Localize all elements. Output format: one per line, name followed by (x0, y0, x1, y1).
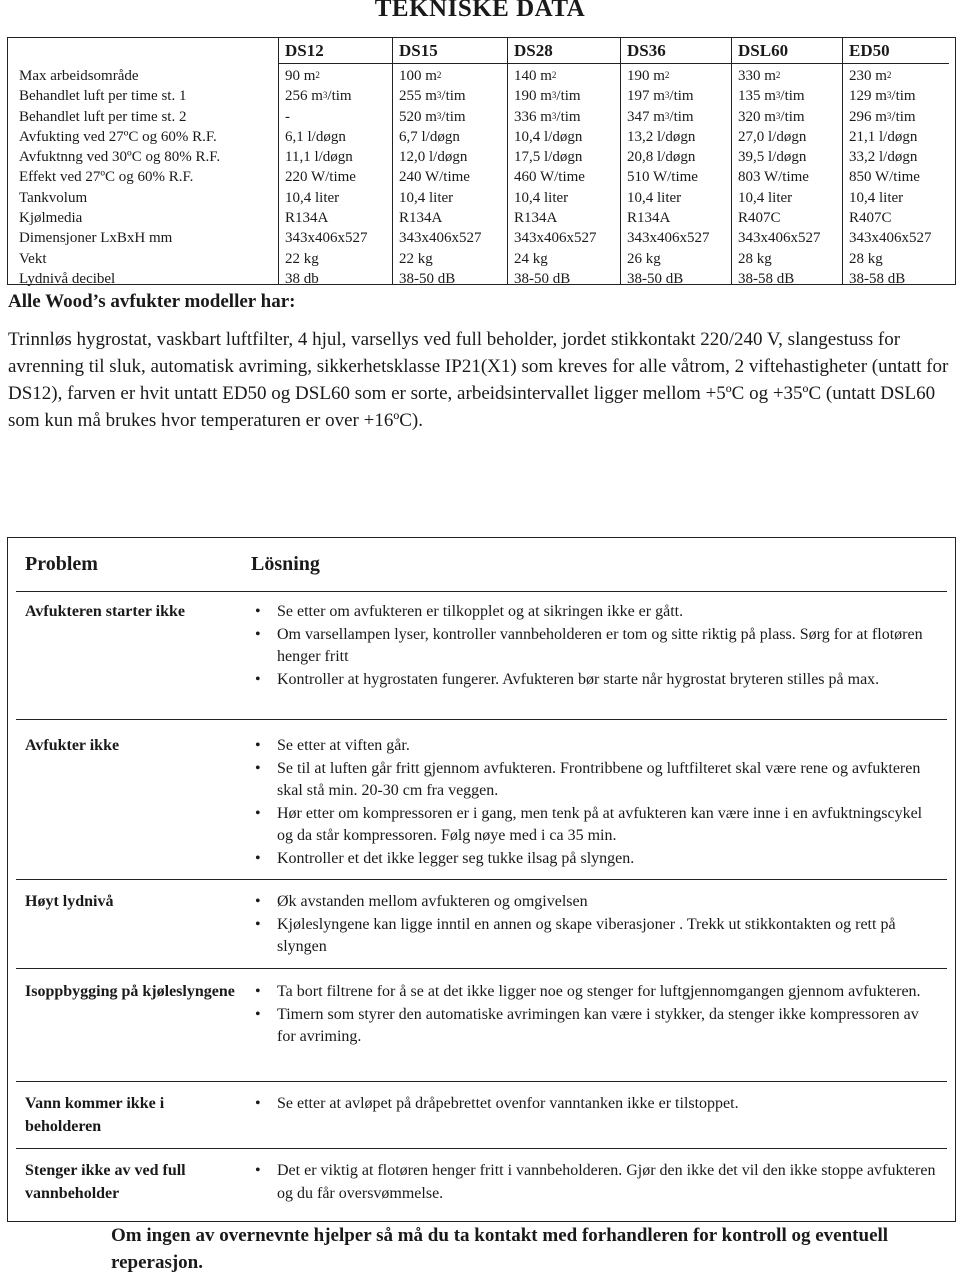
solution-item (251, 624, 941, 669)
row-label: Behandlet luft per time st. 1 (19, 88, 187, 105)
row-label: Dimensjoner LxBxH mm (19, 230, 173, 247)
solution-text: Øk avstanden mellom avfukteren og omgivelsen (277, 893, 588, 910)
spec-cell: 6,7 l/døgn (399, 128, 460, 145)
spec-cell: 343x406x527 (627, 230, 710, 247)
problem-label: Høyt lydnivå (25, 893, 114, 910)
row-label: Max arbeidsområde (19, 68, 139, 84)
spec-cell: 10,4 liter (285, 189, 340, 206)
spec-cell: 129 $m^3$/tim (849, 88, 916, 105)
model-header: DSL60 (738, 41, 789, 60)
spec-cell: 510 W/time (627, 169, 698, 186)
solution-item (251, 803, 941, 848)
bullet-icon: • (255, 625, 261, 643)
spec-cell: - (285, 108, 290, 125)
model-header: DS12 (285, 41, 324, 60)
spec-cell: 190 $m^2$ (627, 68, 670, 84)
spec-cell: 330 $m^2$ (738, 68, 781, 84)
solution-text: Kontroller at hygrostaten fungerer. Avfukteren bør starte når hygrostat bryteren stilles på max. (277, 670, 880, 688)
row-separator (16, 1081, 947, 1082)
spec-cell: R407C (738, 210, 781, 227)
spec-cell: 256 $m^3$/tim (285, 88, 352, 105)
problem-label: Isoppbygging på kjøleslyngene (25, 983, 235, 1000)
spec-cell: 21,1 l/døgn (849, 128, 918, 145)
spec-cell: 38-50 dB (627, 270, 684, 287)
column-divider (620, 38, 621, 284)
model-column (627, 66, 710, 289)
model-header: DS28 (514, 41, 553, 60)
spec-cell: 39,5 l/døgn (738, 149, 807, 166)
spec-cell: 38 db (285, 270, 319, 287)
spec-cell: 26 kg (627, 250, 661, 267)
spec-cell: 28 kg (849, 250, 883, 267)
solution-text: Om varsellampen lyser, kontroller vannbeholderen er tom og sitte riktig på plass. Sørg for at flotøren henger fritt (277, 625, 923, 665)
row-label: Avfuktnng ved 30ºC og 80% R.F. (19, 149, 221, 166)
header-rule (278, 63, 949, 64)
spec-cell: 27,0 l/døgn (738, 128, 807, 145)
spec-cell: 10,4 liter (738, 189, 793, 206)
row-separator (16, 591, 947, 592)
solution-text: Timern som styrer den automatiske avrimingen kan være i stykker, da stenger ikke kompressoren av for avriming. (277, 1005, 919, 1045)
row-separator (16, 968, 947, 969)
spec-cell: 17,5 l/døgn (514, 149, 583, 166)
spec-cell: 10,4 liter (627, 189, 682, 206)
spec-cell: R134A (627, 210, 671, 227)
spec-cell: 850 W/time (849, 169, 920, 186)
spec-cell: 22 kg (285, 250, 319, 267)
spec-cell: 220 W/time (285, 169, 356, 186)
row-label: Lydnivå decibel (19, 270, 116, 287)
bullet-icon: • (255, 804, 261, 822)
solution-text: Det er viktig at flotøren henger fritt i vannbeholderen. Gjør den ikke det vil den ikke stoppe avfukteren og du får oversvømmelse. (277, 1162, 936, 1202)
spec-cell: 230 $m^2$ (849, 68, 892, 84)
spec-cell: R134A (285, 210, 329, 227)
problem-label: Vann kommer ikke i beholderen (25, 1095, 165, 1135)
spec-cell: 343x406x527 (514, 230, 597, 247)
solution-item (251, 891, 941, 914)
row-separator (16, 879, 947, 880)
solution-list (251, 981, 941, 1049)
model-header: ED50 (849, 41, 890, 60)
spec-cell: R407C (849, 210, 892, 227)
solution-list (251, 1160, 941, 1205)
spec-cell: 140 $m^2$ (514, 68, 557, 84)
solution-text: Se etter at viften går. (277, 737, 410, 754)
solution-text: Kjøleslyngene kan ligge inntil en annen og skape viberasjoner . Trekk ut stikkontakten og rett på slyngen (277, 915, 896, 955)
spec-cell: 38-50 dB (399, 270, 456, 287)
spec-cell: 520 $m^3$/tim (399, 108, 466, 125)
row-label: Behandlet luft per time st. 2 (19, 108, 187, 125)
spec-cell: 135 $m^3$/tim (738, 88, 805, 105)
solution-list (251, 1093, 941, 1116)
solution-list (251, 891, 941, 959)
bullet-icon: • (255, 983, 261, 1000)
bullet-icon: • (255, 915, 261, 933)
spec-cell: 38-50 dB (514, 270, 571, 287)
model-column (285, 66, 368, 289)
solution-item (251, 1160, 941, 1205)
row-label: Tankvolum (19, 189, 88, 206)
features-heading: Alle Wood’s avfukter modeller har: (8, 291, 296, 312)
spec-cell: 336 $m^3$/tim (514, 108, 581, 125)
spec-cell: 803 W/time (738, 169, 809, 186)
spec-cell: 240 W/time (399, 169, 470, 186)
column-divider (842, 38, 843, 284)
solution-item (251, 1093, 941, 1116)
spec-cell: 343x406x527 (738, 230, 821, 247)
spec-cell: 90 $m^2$ (285, 68, 320, 84)
solution-text: Kontroller et det ikke legger seg tukke ilsag på slyngen. (277, 849, 635, 867)
solution-header: Lösning (251, 553, 320, 575)
spec-cell: 347 $m^3$/tim (627, 108, 694, 125)
solution-item (251, 735, 941, 758)
solution-list (251, 735, 941, 870)
column-divider (731, 38, 732, 284)
solution-list (251, 601, 941, 691)
solution-item (251, 981, 941, 1004)
tech-data-table (7, 37, 956, 285)
row-separator (16, 1148, 947, 1149)
solution-item (251, 914, 941, 959)
column-divider (278, 38, 279, 284)
bullet-icon: • (255, 603, 261, 620)
solution-text: Hør etter om kompressoren er i gang, men tenk på at avfukteren kan være inne i en avfuktningscykel og da står kompressoren. Følg nøye med i ca 35 min. (277, 804, 923, 844)
solution-item (251, 669, 941, 692)
footer-note: Om ingen av overnevnte hjelper så må du ta kontakt med forhandleren for kontroll og eventuell reperasjon. (111, 1225, 889, 1273)
spec-cell: 255 $m^3$/tim (399, 88, 466, 105)
bullet-icon: • (255, 1162, 261, 1179)
spec-cell: 320 $m^3$/tim (738, 108, 805, 125)
bullet-icon: • (255, 1005, 261, 1023)
row-label: Effekt ved 27ºC og 60% R.F. (19, 169, 194, 186)
bullet-icon: • (255, 893, 261, 910)
spec-cell: 11,1 l/døgn (285, 149, 353, 166)
model-column (399, 66, 482, 289)
problem-label: Avfukteren starter ikke (25, 603, 185, 620)
spec-cell: 460 W/time (514, 169, 585, 186)
spec-cell: 10,4 liter (849, 189, 904, 206)
spec-cell: 38-58 dB (849, 270, 906, 287)
row-labels (19, 66, 220, 289)
solution-text: Ta bort filtrene for å se at det ikke ligger noe og stenger for luftgjennomgangen gjennom avfukteren. (277, 983, 921, 1000)
spec-cell: 197 $m^3$/tim (627, 88, 694, 105)
spec-cell: 12,0 l/døgn (399, 149, 468, 166)
spec-cell: 24 kg (514, 250, 548, 267)
solution-item (251, 601, 941, 624)
solution-item (251, 1004, 941, 1049)
spec-cell: 28 kg (738, 250, 772, 267)
solution-text: Se etter at avløpet på dråpebrettet ovenfor vanntanken ikke er tilstoppet. (277, 1095, 739, 1112)
solution-item (251, 848, 941, 871)
row-label: Kjølmedia (19, 210, 83, 227)
bullet-icon: • (255, 737, 261, 754)
spec-cell: 33,2 l/døgn (849, 149, 918, 166)
spec-cell: 38-58 dB (738, 270, 795, 287)
bullet-icon: • (255, 670, 261, 688)
features-text: Trinnløs hygrostat, vaskbart luftfilter, 4 hjul, varsellys ved full beholder, jordet stikkontakt 220/240 V, slangestuss for avrenning til sluk, automatisk avriming, sikkerhetsklasse IP21(X1) som kreves for alle våtrom, 2 viftehastigheter (untatt for DS12), farven er hvit untatt ED50 og DSL60 som er sorte, arbeidsintervallet ligger mellom +5ºC og +35ºC (untatt DSL60 som kun må brukes hvor temperaturen er over +16ºC). (8, 329, 949, 431)
row-separator (16, 719, 947, 720)
bullet-icon: • (255, 1095, 261, 1112)
model-column (514, 66, 597, 289)
spec-cell: 343x406x527 (849, 230, 932, 247)
model-header: DS15 (399, 41, 438, 60)
model-header: DS36 (627, 41, 666, 60)
spec-cell: 10,4 liter (514, 189, 569, 206)
spec-cell: 296 $m^3$/tim (849, 108, 916, 125)
bullet-icon: • (255, 849, 261, 867)
column-divider (507, 38, 508, 284)
problem-label: Avfukter ikke (25, 737, 120, 754)
model-column (849, 66, 932, 289)
spec-cell: 10,4 l/døgn (514, 128, 583, 145)
spec-cell: 20,8 l/døgn (627, 149, 696, 166)
spec-cell: 13,2 l/døgn (627, 128, 696, 145)
spec-cell: 22 kg (399, 250, 433, 267)
problem-header: Problem (25, 553, 98, 575)
troubleshooting-table (7, 537, 956, 1222)
bullet-icon: • (255, 759, 261, 777)
spec-cell: 343x406x527 (399, 230, 482, 247)
spec-cell: R134A (514, 210, 558, 227)
solution-item (251, 758, 941, 803)
row-label: Avfukting ved 27ºC og 60% R.F. (19, 128, 217, 145)
page-title: TEKNISKE DATA (374, 0, 586, 22)
model-column (738, 66, 821, 289)
column-divider (392, 38, 393, 284)
spec-cell: 343x406x527 (285, 230, 368, 247)
spec-cell: 190 $m^3$/tim (514, 88, 581, 105)
spec-cell: 100 $m^2$ (399, 68, 442, 84)
solution-text: Se til at luften går fritt gjennom avfukteren. Frontribbene og luftfilteret skal være rene og avfukteren skal stå min. 20-30 cm fra veggen. (277, 759, 921, 799)
problem-label: Stenger ikke av ved full vannbeholder (25, 1162, 186, 1202)
solution-text: Se etter om avfukteren er tilkopplet og at sikringen ikke er gått. (277, 603, 684, 620)
spec-cell: R134A (399, 210, 443, 227)
row-label: Vekt (19, 250, 47, 267)
spec-cell: 6,1 l/døgn (285, 128, 346, 145)
spec-cell: 10,4 liter (399, 189, 454, 206)
